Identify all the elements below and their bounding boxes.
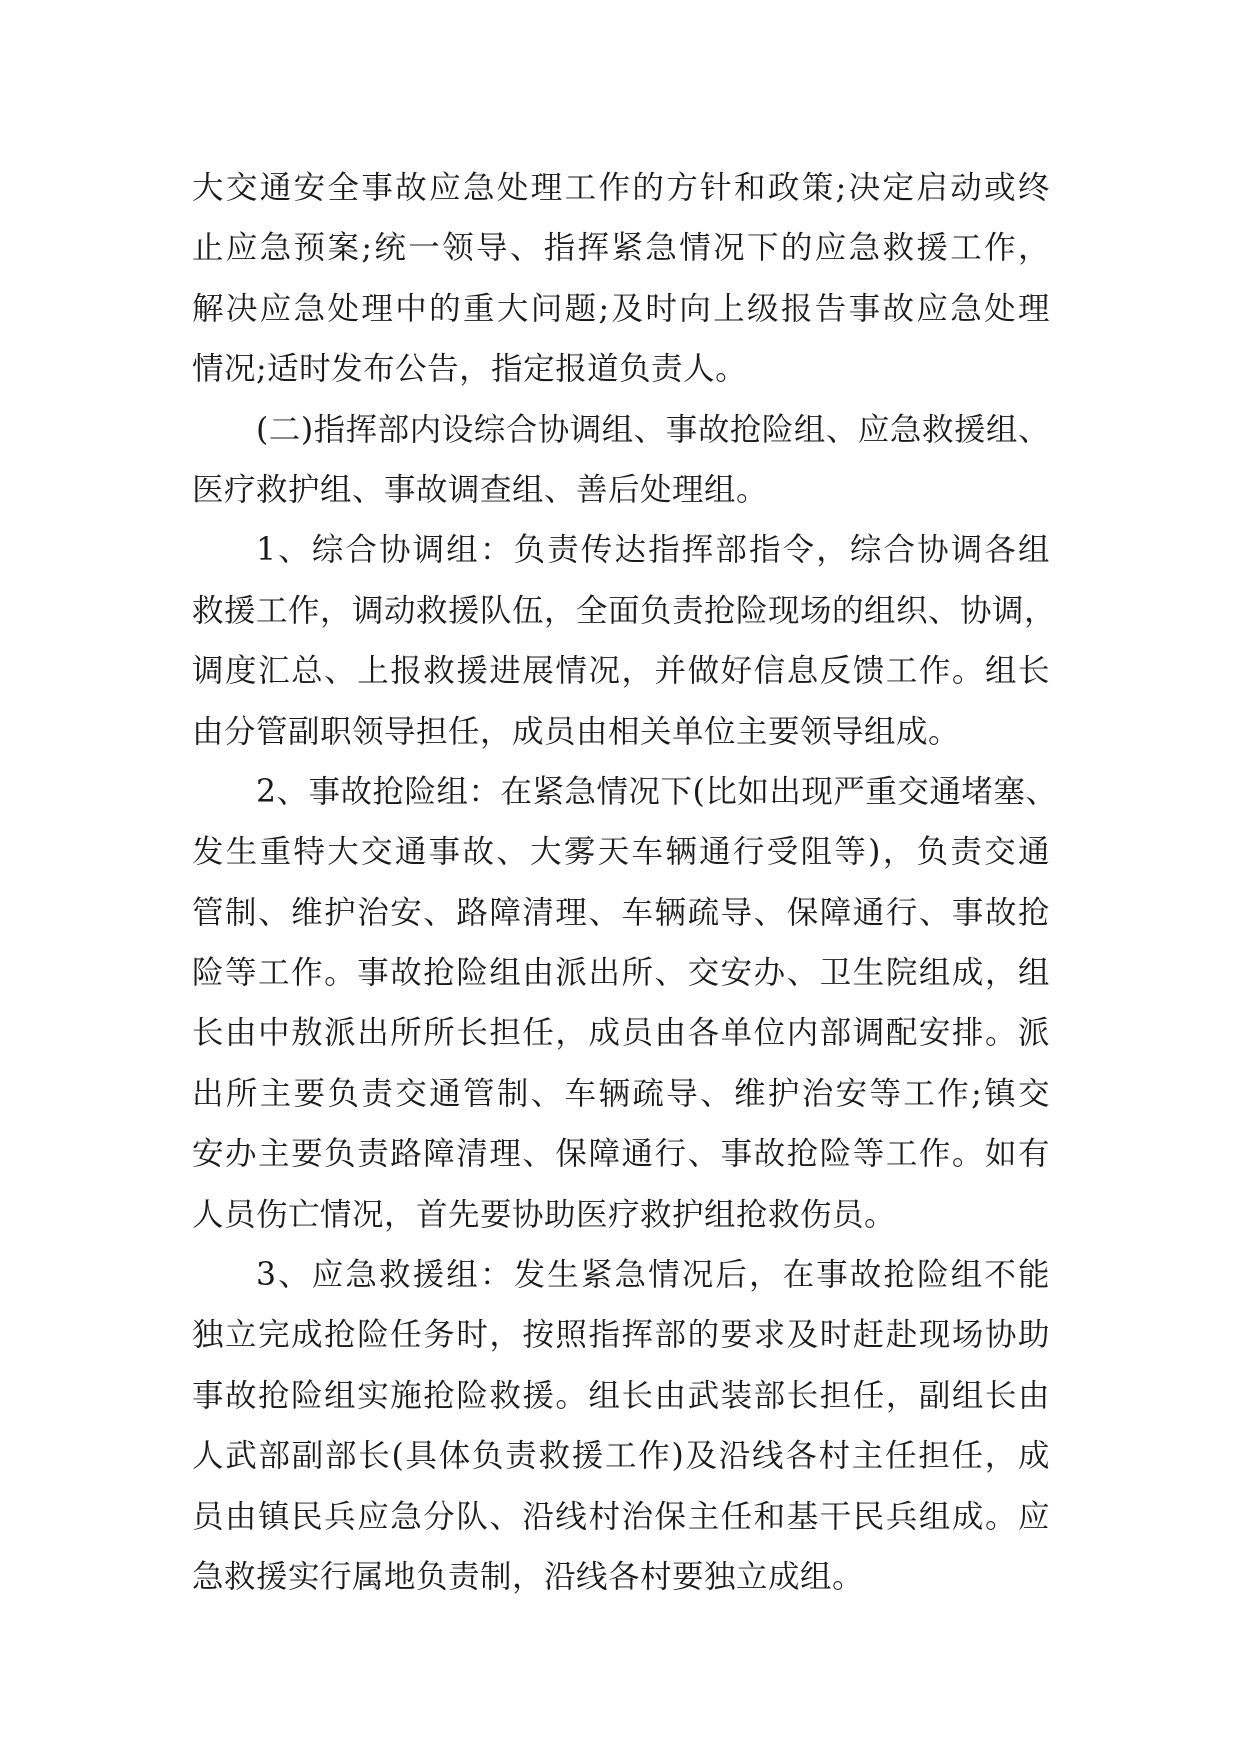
paragraph-2 xyxy=(192,400,1050,521)
text-line: 3、应急救援组：发生紧急情况后，在事故抢险组不能 xyxy=(256,1257,1050,1294)
text-line: 员由镇民兵应急分队、沿线村治保主任和基干民兵组成。应 xyxy=(192,1498,1050,1535)
text-line: 安办主要负责路障清理、保障通行、事故抢险等工作。如有 xyxy=(192,1136,1050,1173)
text-line: 情况;适时发布公告，指定报道负责人。 xyxy=(192,351,748,388)
text-line: 由分管副职领导担任，成员由相关单位主要领导组成。 xyxy=(192,713,961,750)
text-line: 急救援实行属地负责制，沿线各村要独立成组。 xyxy=(192,1558,865,1595)
text-line: 2、事故抢险组：在紧急情况下(比如出现严重交通堵塞、 xyxy=(256,773,1058,810)
text-line: 1、综合协调组：负责传达指挥部指令，综合协调各组 xyxy=(256,532,1050,569)
text-line: 解决应急处理中的重大问题;及时向上级报告事故应急处理 xyxy=(192,290,1050,327)
text-line: 人员伤亡情况，首先要协助医疗救护组抢救伤员。 xyxy=(192,1196,897,1233)
text-line: 止应急预案;统一领导、指挥紧急情况下的应急救援工作， xyxy=(192,230,1050,267)
paragraph-5 xyxy=(192,1245,1050,1607)
document-page xyxy=(192,158,1058,1607)
text-line: 调度汇总、上报救援进展情况，并做好信息反馈工作。组长 xyxy=(192,653,1050,690)
text-line: 管制、维护治安、路障清理、车辆疏导、保障通行、事故抢 xyxy=(192,894,1050,931)
text-line: 出所主要负责交通管制、车辆疏导、维护治安等工作;镇交 xyxy=(192,1075,1050,1112)
text-line: 独立完成抢险任务时，按照指挥部的要求及时赶赴现场协助 xyxy=(192,1317,1050,1354)
text-line: 长由中敖派出所所长担任，成员由各单位内部调配安排。派 xyxy=(192,1015,1050,1052)
text-line: 救援工作，调动救援队伍，全面负责抢险现场的组织、协调， xyxy=(192,592,1057,629)
text-line: 医疗救护组、事故调查组、善后处理组。 xyxy=(192,471,769,508)
paragraph-4 xyxy=(192,762,1058,1245)
text-line: 大交通安全事故应急处理工作的方针和政策;决定启动或终 xyxy=(192,170,1050,206)
text-line: (二)指挥部内设综合协调组、事故抢险组、应急救援组、 xyxy=(256,411,1050,448)
paragraph-1 xyxy=(192,158,1050,400)
text-line: 险等工作。事故抢险组由派出所、交安办、卫生院组成，组 xyxy=(192,955,1050,992)
text-line: 事故抢险组实施抢险救援。组长由武装部长担任，副组长由 xyxy=(192,1377,1050,1414)
text-line: 人武部副部长(具体负责救援工作)及沿线各村主任担任，成 xyxy=(192,1438,1050,1475)
text-line: 发生重特大交通事故、大雾天车辆通行受阻等)，负责交通 xyxy=(192,834,1050,871)
paragraph-3 xyxy=(192,520,1057,762)
